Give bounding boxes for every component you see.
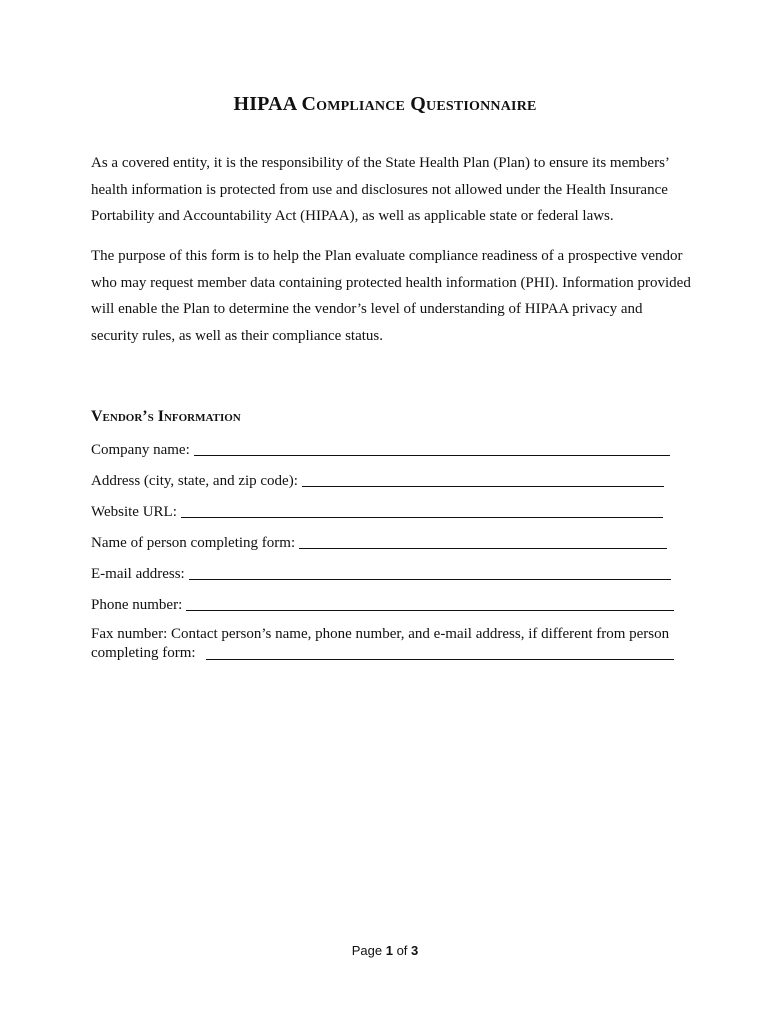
email-field [91,564,671,583]
section-heading-vendor-information: Vendor’s Information [91,408,241,425]
website-url-label: Website URL: [91,504,177,520]
address-blank[interactable] [302,471,664,487]
total-page-count: 3 [411,943,419,958]
intro-paragraph-1: As a covered entity, it is the responsibility of the State Health Plan (Plan) to ensure its members’ health information is protected from use and disclosures not allowed under the Health Insurance Portability and Accountability Act (HIPAA), as well as applicable state or federal laws. [91,155,669,224]
person-name-blank[interactable] [299,533,667,549]
fax-contact-field [91,625,691,663]
intro-paragraph-2: The purpose of this form is to help the Plan evaluate compliance readiness of a prospective vendor who may request member data containing protected health information (PHI). Information provided will enable the Plan to determine the vendor’s level of understanding of HIPAA privacy and security rules, as well as their compliance status. [91,248,691,344]
phone-label: Phone number: [91,597,183,613]
company-name-field [91,440,670,459]
phone-field [91,595,674,614]
phone-blank[interactable] [186,595,674,611]
page-word: Page [351,943,383,958]
of-word: of [396,943,408,958]
website-url-blank[interactable] [181,502,663,518]
person-name-label: Name of person completing form: [91,535,296,551]
fax-contact-blank[interactable] [206,644,674,660]
address-field [91,471,664,490]
email-blank[interactable] [189,564,671,580]
email-label: E-mail address: [91,566,185,582]
website-url-field [91,502,663,521]
current-page-number: 1 [385,943,393,958]
address-label: Address (city, state, and zip code): [91,473,298,489]
page-title: HIPAA Compliance Questionnaire [233,93,537,115]
page-footer [0,943,770,958]
fax-contact-label-line2: completing form: [91,645,196,661]
person-name-field [91,533,667,552]
company-name-blank[interactable] [194,440,670,456]
company-name-label: Company name: [91,442,190,458]
fax-contact-label-line1: Fax number: Contact person’s name, phone number, and e-mail address, if different from person [91,626,670,642]
fax-contact-line2 [91,644,691,663]
